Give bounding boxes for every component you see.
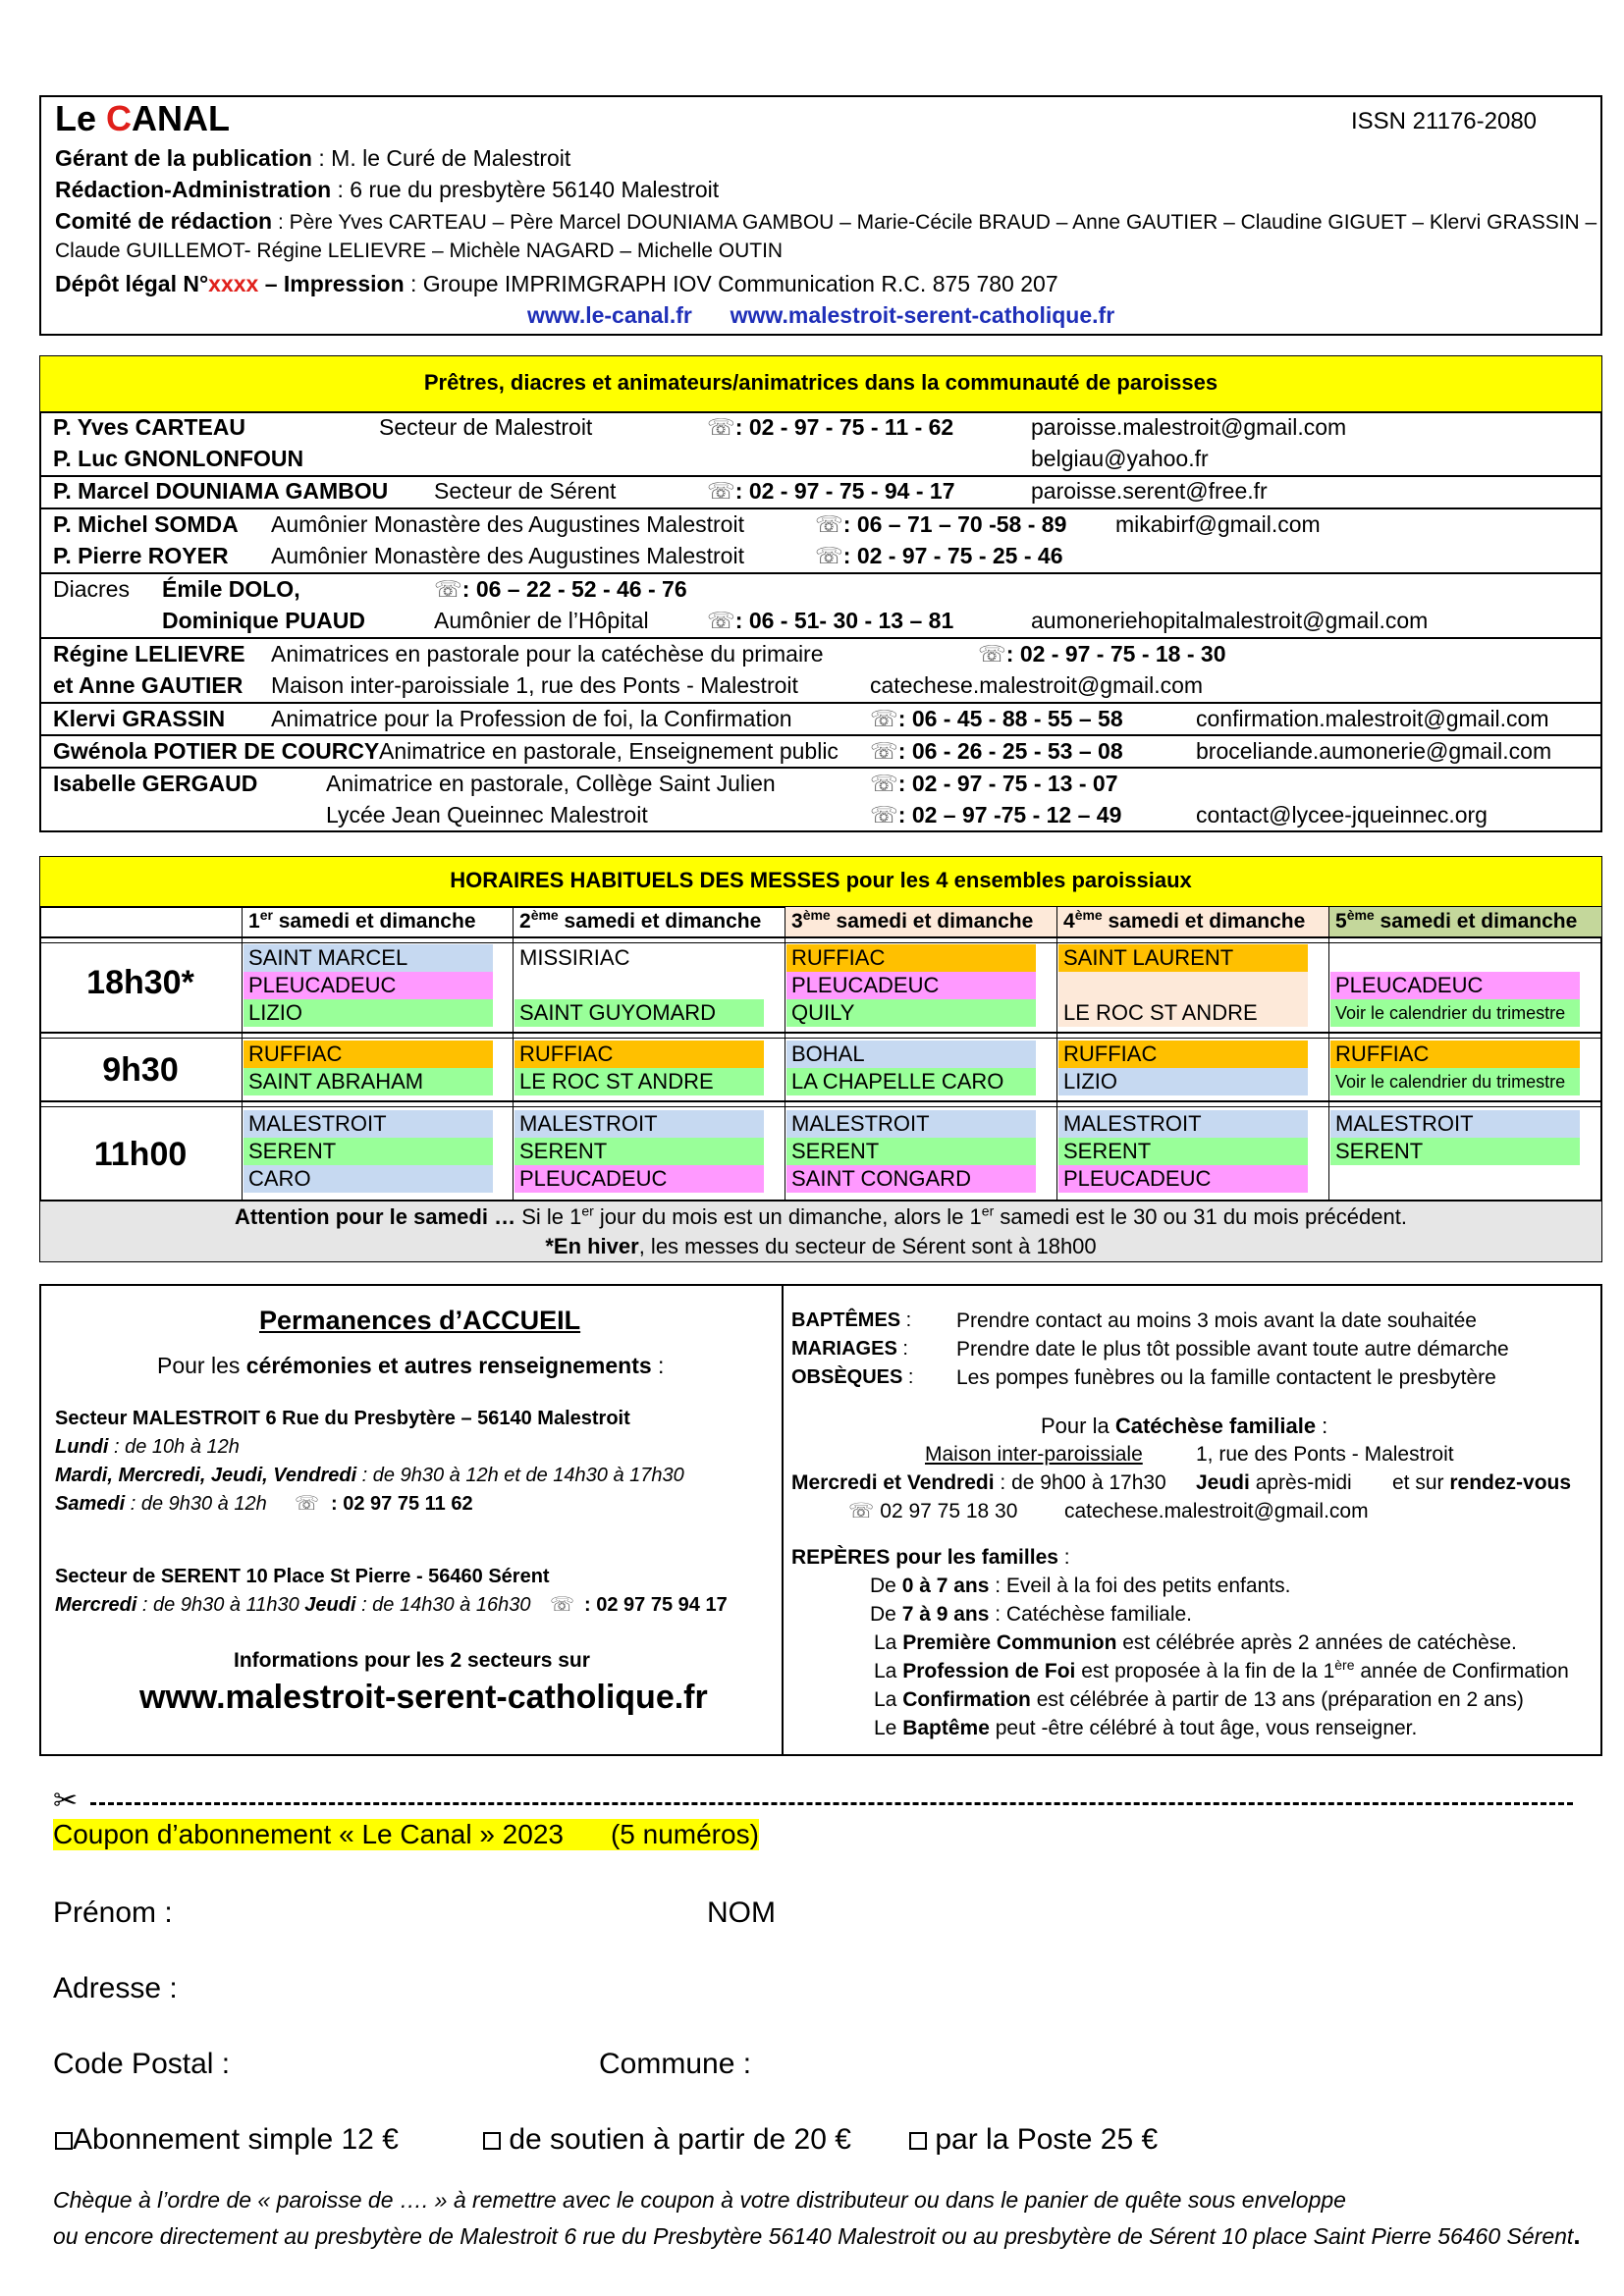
slot-18h30-week2-c: SAINT GUYOMARD: [514, 999, 764, 1027]
phone-icon: ☏: [707, 608, 735, 633]
potier-email[interactable]: broceliande.aumonerie@gmail.com: [1196, 738, 1552, 764]
repere-7-9: De 7 à 9 ans : Catéchèse familiale.: [870, 1603, 1193, 1626]
grassin-email[interactable]: confirmation.malestroit@gmail.com: [1196, 706, 1549, 731]
mass-schedule-title: HORAIRES HABITUELS DES MESSES pour les 4 ensembles paroissiaux: [450, 868, 1192, 892]
gnonlonfoun-email[interactable]: belgiau@yahoo.fr: [1031, 446, 1209, 471]
malestroit-sector: Secteur MALESTROIT 6 Rue du Presbytère – 56140 Malestroit: [55, 1408, 630, 1429]
slot-11h00-week1-a: MALESTROIT: [244, 1110, 493, 1138]
repere-0-7: De 0 à 7 ans : Eveil à la foi des petits enfants.: [870, 1575, 1291, 1597]
slot-9h30-week3-b: LA CHAPELLE CARO: [786, 1068, 1036, 1095]
slot-9h30-week5-a: RUFFIAC: [1330, 1041, 1580, 1068]
slot-11h00-week5-a: MALESTROIT: [1330, 1110, 1580, 1138]
gerant-line: Gérant de la publication : M. le Curé de Malestroit: [55, 145, 571, 171]
slot-18h30-week2-a: MISSIRIAC: [514, 944, 764, 972]
phone-icon: ☏: [978, 641, 1006, 667]
slot-11h00-week4-b: SERENT: [1058, 1138, 1308, 1165]
phone-icon: ☏: [550, 1594, 575, 1616]
week-header-4: 4ème samedi et dimanche: [1057, 907, 1329, 936]
grassin-name: Klervi GRASSIN: [53, 706, 226, 731]
info-line: Informations pour les 2 secteurs sur: [234, 1649, 590, 1672]
slot-9h30-week1-b: SAINT ABRAHAM: [244, 1068, 493, 1095]
puaud-name: Dominique PUAUD: [162, 608, 365, 633]
repere-bapteme: Le Baptême peut -être célébré à tout âge, vous renseigner.: [874, 1717, 1418, 1739]
option-simple[interactable]: Abonnement simple 12 €: [55, 2123, 399, 2158]
gergaud-role: Animatrice en pastorale, Collège Saint Julien: [326, 771, 776, 796]
slot-11h00-week3-a: MALESTROIT: [786, 1110, 1036, 1138]
catechese-jeudi: Jeudi après-midi: [1196, 1471, 1352, 1494]
lundi-hours: Lundi : de 10h à 12h: [55, 1436, 240, 1458]
week-header-5: 5ème samedi et dimanche: [1329, 907, 1601, 936]
slot-11h00-week2-c: PLEUCADEUC: [514, 1165, 764, 1193]
dolo-phone: ☏: 06 – 22 - 52 - 46 - 76: [434, 576, 687, 602]
catechese-phone: ☏ 02 97 75 18 30: [848, 1500, 1018, 1522]
accueil-title: Permanences d’ACCUEIL: [259, 1306, 581, 1335]
slot-9h30-week4-a: RUFFIAC: [1058, 1041, 1308, 1068]
checkbox-soutien[interactable]: [483, 2132, 501, 2150]
carteau-name: P. Yves CARTEAU: [53, 414, 246, 440]
catechese-title: Pour la Catéchèse familiale :: [1041, 1414, 1328, 1438]
somda-email[interactable]: mikabirf@gmail.com: [1115, 511, 1321, 537]
slot-18h30-week1-a: SAINT MARCEL: [244, 944, 493, 972]
slot-9h30-week2-a: RUFFIAC: [514, 1041, 764, 1068]
phone-icon: ☏: [870, 771, 898, 796]
slot-18h30-week5-c: Voir le calendrier du trimestre: [1330, 999, 1580, 1027]
slot-18h30-week3-a: RUFFIAC: [786, 944, 1036, 972]
douniama-name: P. Marcel DOUNIAMA GAMBOU: [53, 478, 389, 504]
grassin-phone: ☏: 06 - 45 - 88 - 55 – 58: [870, 706, 1123, 731]
accueil-intro: Pour les cérémonies et autres renseignements :: [157, 1353, 665, 1378]
week-header-2: 2ème samedi et dimanche: [519, 907, 762, 933]
serent-phone: ☏ : 02 97 75 94 17: [550, 1594, 728, 1616]
maison-address: 1, rue des Ponts - Malestroit: [1196, 1443, 1454, 1466]
slot-18h30-week1-c: LIZIO: [244, 999, 493, 1027]
malestroit-phone: ☏ : 02 97 75 11 62: [295, 1493, 473, 1515]
slot-9h30-week4-b: LIZIO: [1058, 1068, 1308, 1095]
obseques-label: OBSÈQUES :: [791, 1366, 914, 1388]
comite-line-2: Claude GUILLEMOT- Régine LELIEVRE – Michèle NAGARD – Michelle OUTIN: [55, 240, 784, 262]
douniama-role: Secteur de Sérent: [434, 478, 617, 504]
slot-11h00-week1-c: CARO: [244, 1165, 493, 1193]
slot-11h00-week2-b: SERENT: [514, 1138, 764, 1165]
slot-18h30-week3-c: QUILY: [786, 999, 1036, 1027]
slot-18h30-week4-a: SAINT LAURENT: [1058, 944, 1308, 972]
slot-18h30-week1-b: PLEUCADEUC: [244, 972, 493, 999]
scissors-icon: ✂: [53, 1785, 79, 1817]
gautier-role: Maison inter-paroissiale 1, rue des Ponts - Malestroit: [271, 672, 798, 698]
baptemes-label: BAPTÊMES :: [791, 1309, 912, 1331]
phone-icon: ☏: [870, 802, 898, 828]
repere-communion: La Première Communion est célébrée après 2 années de catéchèse.: [874, 1631, 1517, 1654]
slot-11h00-week4-a: MALESTROIT: [1058, 1110, 1308, 1138]
royer-role: Aumônier Monastère des Augustines Malestroit: [271, 543, 744, 568]
carteau-phone: ☏: 02 - 97 - 75 - 11 - 62: [707, 414, 954, 440]
gnonlonfoun-name: P. Luc GNONLONFOUN: [53, 446, 304, 471]
mariages-value: Prendre date le plus tôt possible avant toute autre démarche: [956, 1338, 1509, 1361]
diacres-label: Diacres: [53, 576, 130, 602]
puaud-email[interactable]: aumoneriehopitalmalestroit@gmail.com: [1031, 608, 1429, 633]
serent-sector: Secteur de SERENT 10 Place St Pierre - 56460 Sérent: [55, 1566, 550, 1587]
lelievre-name: Régine LELIEVRE: [53, 641, 245, 667]
grassin-role: Animatrice pour la Profession de foi, la Confirmation: [271, 706, 792, 731]
time-9h30: 9h30: [102, 1051, 179, 1089]
lelievre-role: Animatrices en pastorale pour la catéchèse du primaire: [271, 641, 824, 667]
week-header-1: 1er samedi et dimanche: [248, 907, 476, 933]
obseques-value: Les pompes funèbres ou la famille contactent le presbytère: [956, 1366, 1496, 1389]
potier-name: Gwénola POTIER DE COURCY: [53, 738, 380, 764]
slot-11h00-week5-b: SERENT: [1330, 1138, 1580, 1165]
gautier-email[interactable]: catechese.malestroit@gmail.com: [870, 672, 1204, 698]
slot-11h00-week2-a: MALESTROIT: [514, 1110, 764, 1138]
cheque-line-1: Chèque à l’ordre de « paroisse de …. » à remettre avec le coupon à votre distributeur ou dans le panier de quête sous enveloppe: [53, 2187, 1346, 2213]
repere-confirmation: La Confirmation est célébrée à partir de 13 ans (préparation en 2 ans): [874, 1688, 1524, 1711]
puaud-phone: ☏: 06 - 51- 30 - 13 – 81: [707, 608, 954, 633]
gergaud-name: Isabelle GERGAUD: [53, 771, 258, 796]
lycee-email[interactable]: contact@lycee-jqueinnec.org: [1196, 802, 1488, 828]
phone-icon: ☏: [815, 511, 843, 537]
samedi-note: Attention pour le samedi … Si le 1er jour du mois est un dimanche, alors le 1er samedi est le 30 ou 31 du mois précédent.: [235, 1202, 1407, 1229]
reperes-title: REPÈRES pour les familles :: [791, 1546, 1070, 1569]
phone-icon: ☏: [870, 706, 898, 731]
slot-18h30-week4-c: LE ROC ST ANDRE: [1058, 999, 1308, 1027]
somda-phone: ☏: 06 – 71 – 70 -58 - 89: [815, 511, 1067, 537]
royer-name: P. Pierre ROYER: [53, 543, 229, 568]
nom-field[interactable]: NOM: [707, 1896, 776, 1929]
puaud-role: Aumônier de l’Hôpital: [434, 608, 649, 633]
website-links: [527, 302, 1114, 328]
commune-field[interactable]: Commune :: [599, 2048, 752, 2080]
adresse-field[interactable]: Adresse :: [53, 1972, 178, 2004]
maison-label: Maison inter-paroissiale: [925, 1443, 1143, 1466]
phone-icon: ☏: [848, 1500, 875, 1522]
slot-18h30-week5-b: PLEUCADEUC: [1330, 972, 1580, 999]
slot-11h00-week3-b: SERENT: [786, 1138, 1036, 1165]
phone-icon: ☏: [434, 576, 462, 602]
parish-website[interactable]: www.malestroit-serent-catholique.fr: [139, 1679, 708, 1716]
somda-role: Aumônier Monastère des Augustines Malestroit: [271, 511, 744, 537]
phone-icon: ☏: [870, 738, 898, 764]
lelievre-phone: ☏: 02 - 97 - 75 - 18 - 30: [978, 641, 1226, 667]
time-18h30: 18h30*: [86, 964, 194, 1001]
slot-9h30-week5-b: Voir le calendrier du trimestre: [1330, 1068, 1580, 1095]
phone-icon: ☏: [707, 478, 735, 504]
contacts-title: Prêtres, diacres et animateurs/animatrices dans la communauté de paroisses: [423, 370, 1218, 395]
catechese-rdv: et sur rendez-vous: [1392, 1471, 1572, 1494]
serent-hours: Mercredi : de 9h30 à 11h30 Jeudi : de 14h30 à 16h30: [55, 1594, 531, 1616]
catechese-hours: Mercredi et Vendredi : de 9h00 à 17h30: [791, 1471, 1166, 1494]
publication-title: Le CANAL: [55, 98, 230, 138]
option-poste[interactable]: par la Poste 25 €: [909, 2123, 1158, 2158]
coupon-title: Coupon d’abonnement « Le Canal » 2023 (5 numéros): [53, 1819, 759, 1849]
carteau-email[interactable]: paroisse.malestroit@gmail.com: [1031, 414, 1347, 440]
gautier-name: et Anne GAUTIER: [53, 672, 244, 698]
slot-18h30-week3-b: PLEUCADEUC: [786, 972, 1036, 999]
catechese-email[interactable]: catechese.malestroit@gmail.com: [1064, 1500, 1369, 1522]
douniama-email[interactable]: paroisse.serent@free.fr: [1031, 478, 1268, 504]
checkbox-poste[interactable]: [909, 2132, 927, 2150]
slot-9h30-week2-b: LE ROC ST ANDRE: [514, 1068, 764, 1095]
phone-icon: ☏: [707, 414, 735, 440]
hiver-note: *En hiver, les messes du secteur de Sérent sont à 18h00: [545, 1234, 1097, 1258]
somda-name: P. Michel SOMDA: [53, 511, 239, 537]
time-11h00: 11h00: [93, 1136, 188, 1173]
comite-line: Comité de rédaction : Père Yves CARTEAU – Père Marcel DOUNIAMA GAMBOU – Marie-Cécile BRAUD – Anne GAUTIER – Claudine GIGUET – Klervi GRASSIN –: [55, 208, 1597, 234]
dolo-name: Émile DOLO,: [162, 576, 300, 602]
douniama-phone: ☏: 02 - 97 - 75 - 94 - 17: [707, 478, 955, 504]
mariages-label: MARIAGES :: [791, 1338, 908, 1360]
prenom-field[interactable]: Prénom :: [53, 1896, 173, 1929]
week-header-3: 3ème samedi et dimanche: [785, 907, 1057, 936]
cut-line: [90, 1802, 1573, 1805]
baptemes-value: Prendre contact au moins 3 mois avant la date souhaitée: [956, 1309, 1477, 1332]
samedi-hours: Samedi : de 9h30 à 12h: [55, 1493, 267, 1515]
slot-11h00-week4-c: PLEUCADEUC: [1058, 1165, 1308, 1193]
slot-11h00-week1-b: SERENT: [244, 1138, 493, 1165]
le-canal-link[interactable]: www.le-canal.fr: [527, 302, 692, 328]
redaction-line: Rédaction-Administration : 6 rue du presbytère 56140 Malestroit: [55, 177, 720, 202]
phone-icon: ☏: [295, 1493, 320, 1515]
repere-profession: La Profession de Foi est proposée à la fin de la 1ère année de Confirmation: [874, 1657, 1569, 1682]
gergaud-phone: ☏: 02 - 97 - 75 - 13 - 07: [870, 771, 1118, 796]
phone-icon: ☏: [815, 543, 843, 568]
lycee-phone: ☏: 02 – 97 -75 - 12 – 49: [870, 802, 1122, 828]
potier-phone: ☏: 06 - 26 - 25 - 53 – 08: [870, 738, 1123, 764]
carteau-role: Secteur de Malestroit: [379, 414, 593, 440]
issn: ISSN 21176-2080: [1351, 108, 1538, 134]
potier-role: Animatrice en pastorale, Enseignement public: [379, 738, 839, 764]
option-soutien[interactable]: de soutien à partir de 20 €: [483, 2123, 851, 2158]
lycee-role: Lycée Jean Queinnec Malestroit: [326, 802, 648, 828]
slot-9h30-week1-a: RUFFIAC: [244, 1041, 493, 1068]
code-postal-field[interactable]: Code Postal :: [53, 2048, 231, 2080]
cheque-line-2: ou encore directement au presbytère de Malestroit 6 rue du Presbytère 56140 Malestroit ou au presbytère de Sérent 10 place Saint Pierre 56460 Sérent.: [53, 2220, 1581, 2250]
slot-11h00-week3-c: SAINT CONGARD: [786, 1165, 1036, 1193]
royer-phone: ☏: 02 - 97 - 75 - 25 - 46: [815, 543, 1063, 568]
depot-line: Dépôt légal N°xxxx – Impression : Groupe IMPRIMGRAPH IOV Communication R.C. 875 780 207: [55, 271, 1058, 296]
checkbox-simple[interactable]: [55, 2132, 73, 2150]
mardi-hours: Mardi, Mercredi, Jeudi, Vendredi : de 9h30 à 12h et de 14h30 à 17h30: [55, 1465, 684, 1486]
malestroit-serent-link[interactable]: www.malestroit-serent-catholique.fr: [730, 302, 1115, 328]
slot-9h30-week3-a: BOHAL: [786, 1041, 1036, 1068]
